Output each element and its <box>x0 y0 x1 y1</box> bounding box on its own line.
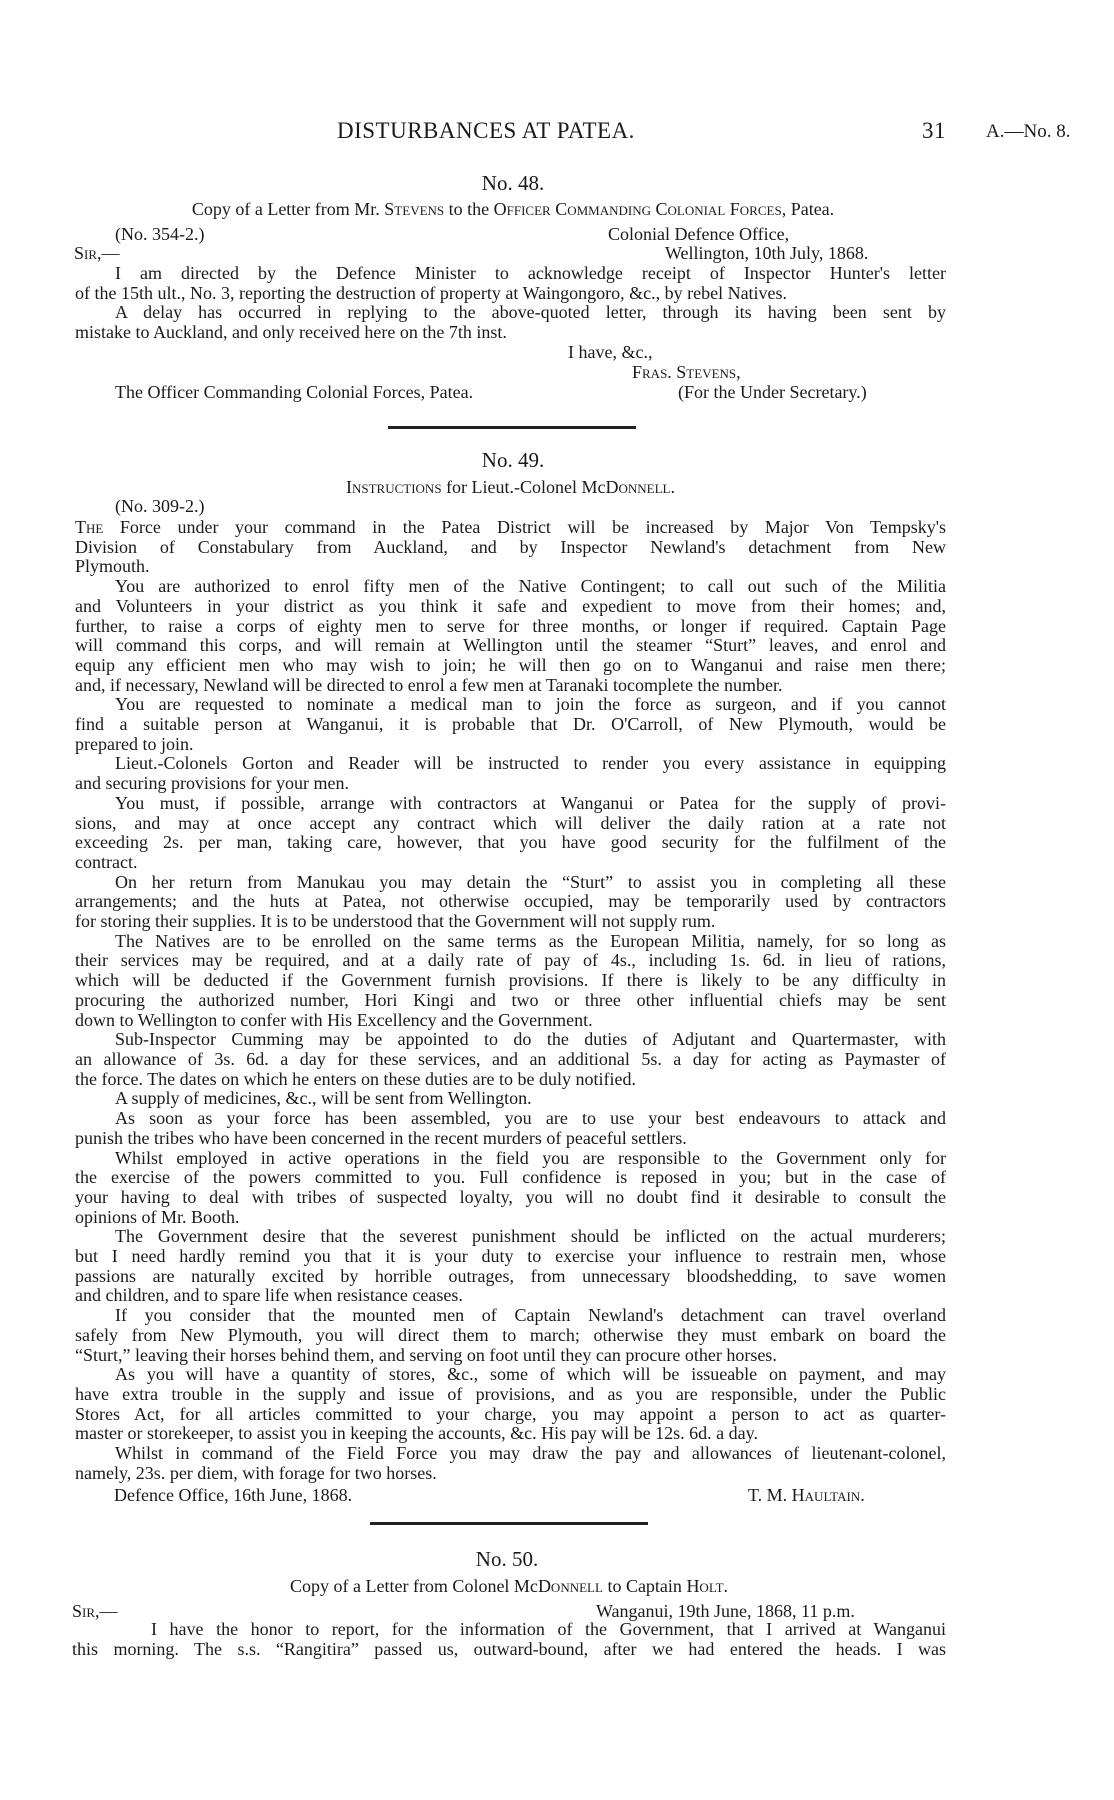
text-line <box>75 518 946 538</box>
text-segment: Donnell <box>537 1576 603 1596</box>
text-segment: The <box>75 517 104 537</box>
paragraph <box>75 1109 946 1148</box>
text-line: Sub-Inspector Cumming may be appointed to do the duties of Adjutant and Quartermaster, with <box>115 1029 946 1050</box>
paragraph <box>75 518 946 577</box>
text-line: The Natives are to be enrolled on the same terms as the European Militia, namely, for so long as <box>115 930 946 951</box>
paragraph <box>75 1306 946 1365</box>
addressee: The Officer Commanding Colonial Forces, Patea. <box>115 382 474 402</box>
document-heading <box>309 478 712 498</box>
section-divider <box>370 1522 648 1525</box>
text-line: prepared to join. <box>75 733 194 754</box>
paragraph <box>75 695 946 754</box>
document-heading <box>245 1577 773 1597</box>
text-line: You must, if possible, arrange with contractors at Wanganui or Patea for the supply of provi- <box>115 792 946 813</box>
text-line: mistake to Auckland, and only received here on the 7th inst. <box>75 322 507 343</box>
paragraph <box>75 264 946 303</box>
paragraph <box>75 754 946 793</box>
text-line: A supply of medicines, &c., will be sent from Wellington. <box>115 1088 532 1109</box>
reference-number: (No. 354-2.) <box>115 224 205 244</box>
text-line: and, if necessary, Newland will be directed to enrol a few men at Taranaki tocomplete the number. <box>75 674 783 695</box>
text-line: sions, and may at once accept any contract which will deliver the daily ration at a rate not <box>75 812 946 833</box>
text-line: If you consider that the mounted men of Captain Newland's detachment can travel overland <box>115 1305 946 1326</box>
place-date: Defence Office, 16th June, 1868. <box>114 1485 353 1505</box>
document-heading <box>101 200 925 220</box>
reference-number: (No. 309-2.) <box>115 496 205 516</box>
text-segment: Instructions <box>345 477 442 497</box>
section-divider <box>388 426 636 429</box>
text-segment: Force under your command in the Patea District will be increased by Major Von Tempsky's <box>103 517 946 537</box>
text-line: equip any efficient men who may wish to join; he will then go on to Wanganui and raise men there; <box>75 654 946 675</box>
text-line: of the 15th ult., No. 3, reporting the destruction of property at Waingongoro, &c., by rebel Natives. <box>75 282 788 303</box>
text-line: safely from New Plymouth, you will direct them to march; otherwise they must embark on board the <box>75 1324 946 1345</box>
sender-office: Colonial Defence Office, <box>608 224 790 244</box>
text-line: further, to raise a corps of eighty men to serve for three months, or longer if required. Captain Page <box>75 615 946 636</box>
text-line: and children, and to spare life when resistance ceases. <box>75 1285 463 1306</box>
text-segment: to Captain <box>602 1576 687 1596</box>
text-line: have extra trouble in the supply and issue of provisions, and as you are responsible, under the Public <box>75 1383 946 1404</box>
text-line: A delay has occurred in replying to the above-quoted letter, through its having been sent by <box>115 302 946 323</box>
text-line: You are requested to nominate a medical man to join the force as surgeon, and if you cannot <box>115 694 946 715</box>
text-line: The Government desire that the severest punishment should be inflicted on the actual murderers; <box>115 1226 946 1247</box>
text-line: but I need hardly remind you that it is your duty to exercise your influence to restrain men, whose <box>75 1246 946 1267</box>
text-line: arrangements; and the huts at Patea, not otherwise occupied, may be temporarily used by contractors <box>75 891 946 912</box>
text-segment: Donnell <box>605 477 671 497</box>
text-line: this morning. The s.s. “Rangitira” passed us, outward-bound, after we had entered the heads. I was <box>72 1638 946 1659</box>
text-line: punish the tribes who have been concerned in the recent murders of peaceful settlers. <box>75 1127 687 1148</box>
text-line: your having to deal with tribes of suspected loyalty, you will no doubt find it desirable to consult the <box>75 1186 946 1207</box>
paragraph <box>75 932 946 1031</box>
text-line: Stores Act, for all articles committed to your charge, you may appoint a person to act as quarter- <box>75 1403 946 1424</box>
signature-note: (For the Under Secretary.) <box>678 382 867 402</box>
text-segment: Holt <box>686 1576 724 1596</box>
text-line: You are authorized to enrol fifty men of the Native Contingent; to call out such of the Militia <box>115 576 946 597</box>
paragraph <box>72 1620 946 1659</box>
text-line: exceeding 2s. per man, taking care, however, that you have good security for the fulfilment of the <box>75 832 946 853</box>
text-segment: . <box>723 1576 729 1596</box>
letter-body <box>72 1620 946 1659</box>
signature: T. M. Haultain. <box>748 1485 865 1505</box>
text-segment: to the <box>444 199 494 219</box>
text-segment: , Patea. <box>781 199 835 219</box>
text-line: “Sturt,” leaving their horses behind them, and serving on foot until they can procure other horses. <box>75 1344 777 1365</box>
paragraph <box>75 303 946 342</box>
text-line: Whilst employed in active operations in the field you are responsible to the Government only for <box>115 1147 946 1168</box>
signature: Fras. Stevens, <box>632 362 741 382</box>
text-line: and securing provisions for your men. <box>75 773 349 794</box>
text-line: for storing their supplies. It is to be understood that the Government will not supply rum. <box>75 911 716 932</box>
letter-body <box>75 264 946 343</box>
text-line: down to Wellington to confer with His Excellency and the Government. <box>75 1009 593 1030</box>
paragraph <box>75 1227 946 1306</box>
salutation: Sir,— <box>74 243 120 263</box>
text-line: opinions of Mr. Booth. <box>75 1206 240 1227</box>
text-line: As you will have a quantity of stores, &c., some of which will be issueable on payment, and may <box>115 1364 946 1385</box>
text-line: master or storekeeper, to assist you in keeping the accounts, &c. His pay will be 12s. 6d. a day. <box>75 1423 758 1444</box>
text-line: and Volunteers in your district as you think it safe and expedient to move from their homes; and, <box>75 595 946 616</box>
text-segment: Stevens <box>384 199 445 219</box>
text-line: I have the honor to report, for the information of the Government, that I arrived at Wanganui <box>151 1619 946 1639</box>
salutation: Sir,— <box>72 1601 118 1621</box>
document-number: No. 49. <box>481 448 545 472</box>
text-line: contract. <box>75 851 138 872</box>
text-line: Whilst in command of the Field Force you may draw the pay and allowances of lieutenant-colonel, <box>115 1443 946 1464</box>
text-segment: for Lieut.-Colonel Mc <box>441 477 606 497</box>
text-line: Division of Constabulary from Auckland, and by Inspector Newland's detachment from New <box>75 536 946 557</box>
paragraph <box>75 873 946 932</box>
text-line: find a suitable person at Wanganui, it is probable that Dr. O'Carroll, of New Plymouth, would be <box>75 714 946 735</box>
place-date: Wellington, 10th July, 1868. <box>665 243 869 263</box>
paragraph <box>75 1089 946 1109</box>
paragraph <box>75 1149 946 1228</box>
text-line: the force. The dates on which he enters on these duties are to be duly notified. <box>75 1068 636 1089</box>
text-line: procuring the authorized number, Hori Kingi and two or three other influential chiefs may be sent <box>75 989 946 1010</box>
instructions-body <box>75 518 946 1483</box>
text-line: Lieut.-Colonels Gorton and Reader will be instructed to render you every assistance in equipping <box>115 753 946 774</box>
paragraph <box>75 1365 946 1444</box>
document-number: No. 48. <box>481 171 545 195</box>
text-line: which will be deducted if the Government furnish provisions. If there is likely to be any difficulty in <box>75 970 946 991</box>
text-line: the exercise of the powers committed to you. Full confidence is reposed in you; but in the case of <box>75 1167 946 1188</box>
document-number: No. 50. <box>475 1547 539 1571</box>
text-line: I am directed by the Defence Minister to acknowledge receipt of Inspector Hunter's letter <box>115 263 946 283</box>
text-line: passions are naturally excited by horrible outrages, from unnecessary bloodshedding, to save women <box>75 1265 946 1286</box>
running-title: DISTURBANCES AT PATEA. <box>337 118 635 143</box>
paragraph <box>75 1444 946 1483</box>
page-number: 31 <box>922 118 946 143</box>
closing: I have, &c., <box>568 342 653 362</box>
text-line: Plymouth. <box>75 556 150 577</box>
text-line: their services may be required, and at a daily rate of pay of 4s., including 1s. 6d. in lieu of rations, <box>75 950 946 971</box>
text-segment: Copy of a Letter from Mr. <box>191 199 385 219</box>
text-line: an allowance of 3s. 6d. a day for these services, and an additional 5s. a day for acting as Paymaster of <box>75 1048 946 1069</box>
text-segment: Copy of a Letter from Colonel Mc <box>289 1576 538 1596</box>
paper-reference: A.—No. 8. <box>986 121 1071 142</box>
text-line: As soon as your force has been assembled, you are to use your best endeavours to attack and <box>115 1108 946 1129</box>
place-date: Wanganui, 19th June, 1868, 11 p.m. <box>596 1601 855 1621</box>
paragraph <box>75 577 946 695</box>
text-line: will command this corps, and will remain at Wellington until the steamer “Sturt” leaves, and enrol and <box>75 635 946 656</box>
paragraph <box>75 1030 946 1089</box>
text-segment: Officer Commanding Colonial Forces <box>493 199 782 219</box>
text-line: On her return from Manukau you may detain the “Sturt” to assist you in completing all these <box>115 871 946 892</box>
paragraph <box>75 794 946 873</box>
text-segment: . <box>670 477 676 497</box>
text-line: namely, 23s. per diem, with forage for two horses. <box>75 1462 437 1483</box>
